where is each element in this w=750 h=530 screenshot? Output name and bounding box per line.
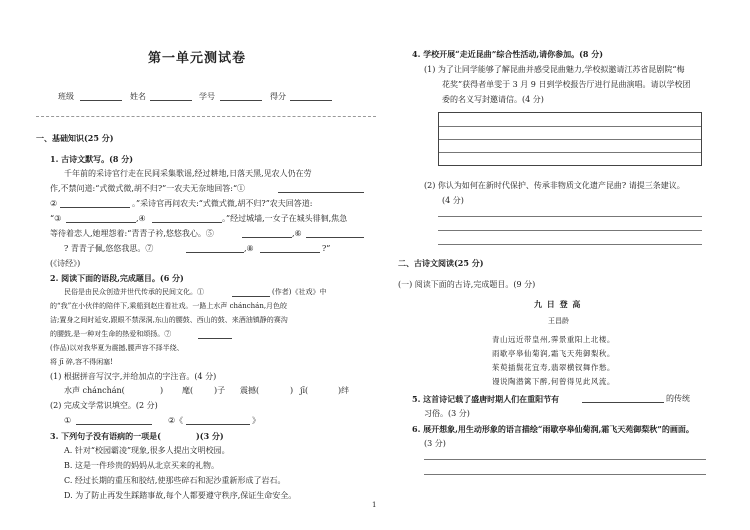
q6-line2: (3 分) [424, 439, 446, 448]
answer-line [439, 152, 701, 153]
q4-sub1-line: 花奖”获得者单雯于 3 月 9 日到学校报告厅进行昆曲演唱。请以学校团 [442, 80, 691, 89]
section1-heading: 一、基础知识(25 分) [36, 133, 114, 143]
cut-line [36, 116, 376, 117]
answer-line [439, 139, 701, 140]
q1-blank-3[interactable] [66, 215, 136, 223]
poem-author: 王昌龄 [548, 317, 569, 325]
q2-line: 的“我”在小伙伴的陪伴下,乘船到赵庄看社戏。一路上水声 chánchán,月色皎 [50, 302, 288, 310]
q5-blank[interactable] [582, 395, 664, 403]
score-label: 得分 [270, 92, 286, 101]
page-title: 第一单元测试卷 [148, 51, 247, 66]
q2-sub2-item: ① [64, 416, 72, 425]
poem-line: 青山远近带皇州,霁景重阳上北楼。 [492, 335, 615, 344]
pinyin-item: ) [160, 386, 164, 395]
q6-head: 6. 展开想象,用生动形象的语言描绘“雨歇亭皋仙菊润,霜飞天苑御梨秋”的画面。 [412, 424, 694, 434]
q1-blank-5[interactable] [242, 230, 292, 238]
q1-line: 。”采诗官再问农夫:“式微式微,胡不归?”农夫回答道: [132, 199, 313, 208]
q1-line: ,⑧ [244, 244, 254, 253]
q1-line: ?” [322, 244, 331, 253]
q2-line: (作者)《社戏》中 [272, 288, 327, 296]
answer-line[interactable] [438, 230, 702, 231]
q3-option-a[interactable]: A. 针对“校园霸凌”现象,很多人提出文明校园。 [64, 446, 230, 455]
answer-line[interactable] [438, 244, 702, 245]
answer-line[interactable] [424, 459, 706, 460]
q4-head: 4. 学校开展“走近昆曲”综合性活动,请你参加。(8 分) [412, 49, 604, 59]
poem-title: 九 日 登 高 [534, 299, 582, 309]
q2-sub2-blank-2[interactable] [186, 417, 250, 425]
q2-sub2: (2) 完成文学常识填空。(2 分) [50, 401, 158, 410]
q2-line: 将 jī 碎,容不得闲塞! [50, 358, 113, 366]
q2-head: 2. 阅读下面的语段,完成题目。(6 分) [50, 273, 184, 283]
q4-sub1-line: (1) 为了让同学能够了解昆曲并感受昆曲魅力,学校拟邀请江苏省昆剧院“梅 [424, 65, 685, 74]
q2-line: (作品)以对我华夏为震撼,腰声容不择半绕、 [50, 344, 184, 352]
pinyin-item: )子 [214, 386, 226, 395]
q4-sub2-line: (4 分) [442, 196, 464, 205]
q1-line: 。”经过城墙,一女子在城头徘徊,焦急 [222, 214, 348, 223]
answer-line [439, 126, 701, 127]
q1-line: 千年前的采诗官行走在民间采集歌谣,经过耕地,日落天黑,见农人仍在劳 [64, 169, 312, 178]
class-label: 班级 [58, 92, 74, 101]
poem-line: 茱萸插鬓花宜寿,翡翠横钗舞作愁。 [492, 363, 615, 372]
q2-line: 的腰鼓,是一种对生命的热爱和颂扬。⑦ [50, 330, 172, 338]
q2-line: 民俗是由民众创造并世代传承的民间文化。① [64, 288, 204, 296]
answer-line[interactable] [424, 474, 706, 475]
q1-line: ,⑥ [292, 229, 302, 238]
q3-option-c[interactable]: C. 经过长期的重压和胶结,使那些碎石和泥沙重新形成了岩石。 [64, 476, 286, 485]
pinyin-item: 震撼( [240, 386, 260, 395]
q4-sub1-line: 委的名义写封邀请信。(4 分) [442, 95, 544, 104]
q1-blank-6[interactable] [306, 230, 364, 238]
q2-sub2-blank-1[interactable] [76, 417, 152, 425]
pinyin-item: ) [290, 386, 294, 395]
name-label: 姓名 [130, 92, 146, 101]
id-label: 学号 [199, 92, 215, 101]
poem-line: 雨歇亭皋仙菊润,霜飞天苑御梨秋。 [492, 349, 615, 358]
q5-tail: 的传统 [666, 394, 690, 403]
q1-blank-2[interactable] [60, 200, 130, 208]
invitation-answer-box[interactable] [438, 112, 702, 166]
q1-head: 1. 古诗文默写。(8 分) [50, 154, 134, 164]
q2-line: 洁;置身之间时延安,跟眼不禁深洞,东山的腰鼓、西山的鼓、来酒油镇静的赛沟 [50, 316, 288, 324]
q1-line: “③ [50, 214, 62, 223]
class-field[interactable] [80, 93, 122, 101]
q5-line2: 习俗。(3 分) [424, 409, 470, 418]
q1-blank-8[interactable] [260, 245, 320, 253]
q3-option-d[interactable]: D. 为了防止再发生踩踏事故,每个人都要遵守秩序,保证生命安全。 [64, 491, 297, 500]
q1-blank-7[interactable] [186, 245, 244, 253]
q4-sub2-line: (2) 你认为如何在新时代保护、传承非物质文化遗产昆曲? 请提三条建议。 [424, 181, 685, 190]
q1-line: 作,不禁问道:“式微式微,胡不归?”一农夫无奈地回答:“① [50, 184, 246, 193]
part1-head: (一) 阅读下面的古诗,完成题目。(9 分) [398, 280, 536, 289]
q2-blank-author[interactable] [232, 289, 270, 297]
page-number: 1 [372, 501, 377, 509]
q1-blank-4[interactable] [152, 215, 222, 223]
poem-line: 谩说陶潜篱下醉,何曾得见此风流。 [492, 377, 615, 386]
q1-blank-1[interactable] [278, 185, 364, 193]
q3-head: 3. 下列句子没有语病的一项是( [50, 431, 161, 441]
name-field[interactable] [150, 93, 192, 101]
pinyin-item: 麾( [182, 386, 194, 395]
pinyin-item: 水声 chánchán( [64, 386, 125, 395]
q3-head-tail: )(3 分) [196, 431, 224, 441]
q2-blank-work[interactable] [198, 331, 232, 339]
q2-sub2-item: ②《 [168, 416, 184, 425]
q1-source: (《诗经》) [50, 259, 81, 268]
pinyin-item: jī( [300, 386, 309, 395]
q1-line: 等待着恋人,她埋怨着:“青青子衿,悠悠我心。⑤ [50, 229, 214, 238]
answer-line[interactable] [438, 216, 702, 217]
q1-line: ? 青青子佩,悠悠我思。⑦ [64, 244, 154, 253]
q2-sub1: (1) 根据拼音写汉字,并给加点的字注音。(4 分) [50, 372, 217, 381]
q3-option-b[interactable]: B. 这是一件珍贵的妈妈从北京买来的礼物。 [64, 461, 219, 470]
q2-sub2-item: 》 [252, 416, 260, 425]
id-field[interactable] [220, 93, 262, 101]
q5-head: 5. 这首诗记载了盛唐时期人们在重阳节有 [412, 394, 560, 404]
section2-heading: 二、古诗文阅读(25 分) [398, 258, 484, 268]
pinyin-item: )绊 [338, 386, 350, 395]
score-field[interactable] [290, 93, 332, 101]
q1-line: ② [50, 199, 58, 208]
q1-line: ,④ [136, 214, 146, 223]
